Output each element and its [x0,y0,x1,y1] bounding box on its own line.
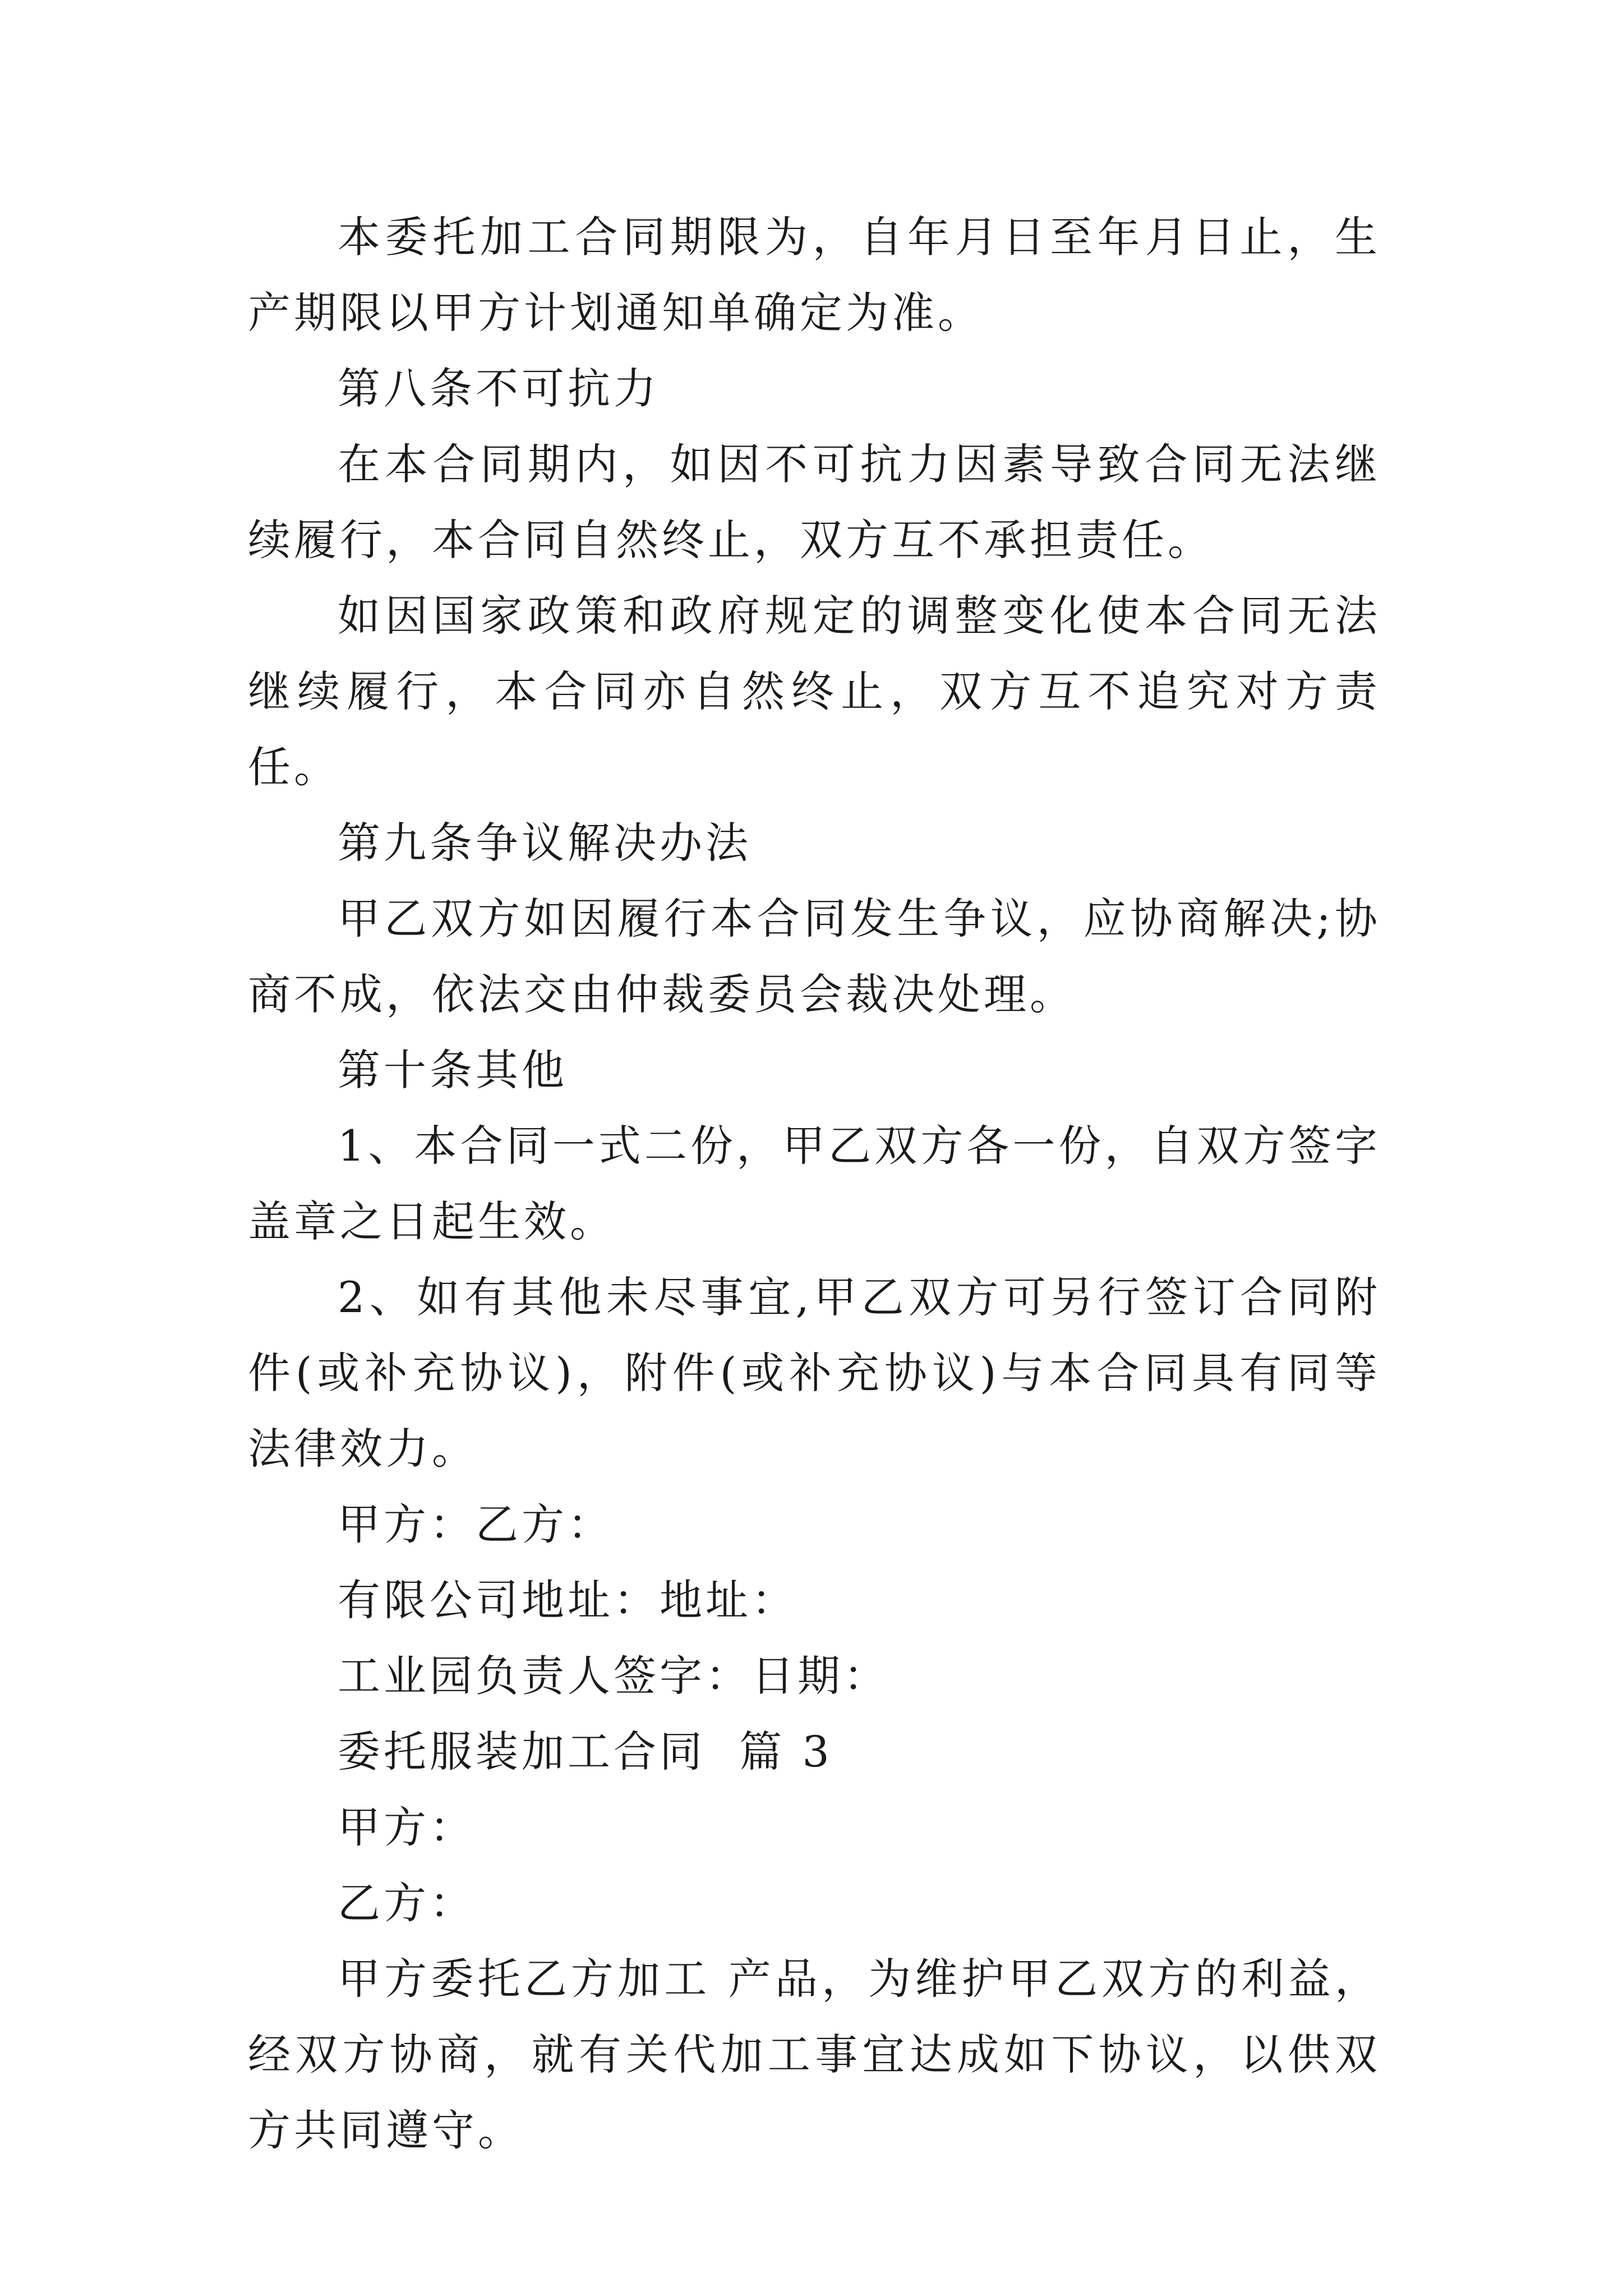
paragraph-supplementary: 2、如有其他未尽事宜,甲乙双方可另行签订合同附件(或补充协议)，附件(或补充协议)与本合同具有同等法律效力。 [248,1272,1381,1474]
paragraph-force-majeure: 在本合同期内，如因不可抗力因素导致合同无法继续履行，本合同自然终止，双方互不承担责任。 [248,439,1381,565]
heading-article-9: 第九条争议解决办法 [338,818,751,868]
section-title-contract-3: 委托服装加工合同 篇 3 [338,1727,833,1777]
document-body [248,199,1381,2168]
heading-article-10: 第十条其他 [338,1045,568,1095]
heading-article-8: 第八条不可抗力 [338,364,660,413]
paragraph-copies: 1、本合同一式二份，甲乙双方各一份，自双方签字盖章之日起生效。 [248,1121,1381,1246]
party-a-line: 甲方： [338,1802,476,1852]
party-b-line: 乙方： [338,1878,476,1928]
signature-parties: 甲方：乙方： [338,1499,614,1549]
signature-date: 工业园负责人签字：日期： [338,1651,889,1701]
paragraph-policy-change: 如因国家政策和政府规定的调整变化使本合同无法继续履行，本合同亦自然终止，双方互不追究对方责任。 [248,591,1381,792]
signature-address: 有限公司地址：地址： [338,1575,797,1625]
paragraph-agreement-intro: 甲方委托乙方加工 产品，为维护甲乙双方的利益，经双方协商，就有关代加工事宜达成如下协议，以供双方共同遵守。 [248,1954,1381,2155]
paragraph-contract-term: 本委托加工合同期限为，自年月日至年月日止，生产期限以甲方计划通知单确定为准。 [248,212,1381,338]
paragraph-dispute-resolution: 甲乙双方如因履行本合同发生争议，应协商解决;协商不成，依法交由仲裁委员会裁决处理。 [248,894,1381,1019]
